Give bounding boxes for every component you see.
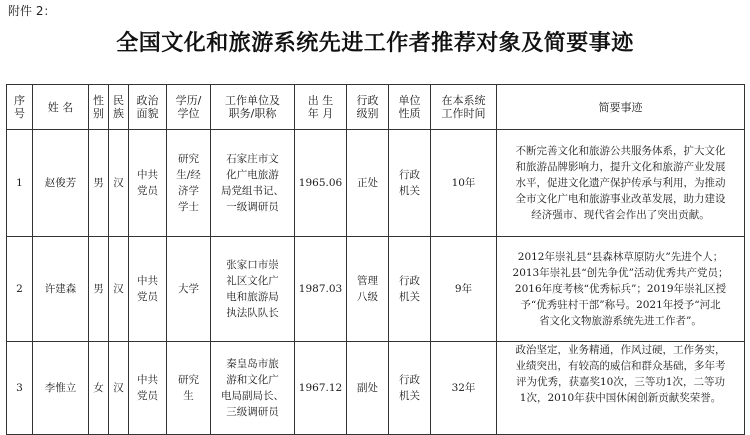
header-admin-level: 行政 级别 <box>347 85 389 130</box>
cell-ethnicity: 汉 <box>109 237 129 342</box>
cell-birth: 1965.06 <box>295 130 347 237</box>
cell-unit-nature: 行政 机关 <box>389 237 431 342</box>
cell-workplace: 张家口市崇 礼区文化广 电和旅游局 执法队队长 <box>211 237 295 342</box>
cell-admin-level: 正处 <box>347 130 389 237</box>
cell-workplace: 石家庄市文 化广电旅游 局党组书记、 一级调研员 <box>211 130 295 237</box>
header-workplace: 工作单位及 职务/职称 <box>211 85 295 130</box>
cell-deeds: 不断完善文化和旅游公共服务体系，扩大文化 和旅游品牌影响力，提升文化和旅游产业发展 水平，促进文化遗产保护传承与利用，为推动 全市文化广电和旅游事业改革发展，助力建设 经济强市、现代省会作出了突出贡献。 <box>497 130 745 237</box>
cell-gender: 女 <box>89 342 109 435</box>
cell-seq: 3 <box>7 342 33 435</box>
table-row <box>7 130 745 237</box>
cell-seq: 2 <box>7 237 33 342</box>
cell-deeds: 政治坚定，业务精通，作风过硬，工作务实， 业绩突出，有较高的威信和群众基础，多年考 评为优秀，获嘉奖10次，三等功1次，二等功 1次，2010年获中国休闲创新贡献奖荣誉。 <box>497 342 745 435</box>
header-ethnicity: 民 族 <box>109 85 129 130</box>
cell-deeds: 2012年崇礼县“县森林草原防火”先进个人； 2013年崇礼县“创先争优”活动优秀共产党员； 2016年度考核“优秀标兵”；2019年崇礼区授 予“优秀驻村干部”称号。2021年授予“河北 省文化文物旅游系统先进工作者”。 <box>497 237 745 342</box>
cell-political: 中共 党员 <box>129 237 167 342</box>
table-header-row <box>7 85 745 130</box>
header-seq: 序 号 <box>7 85 33 130</box>
header-years: 在本系统 工作时间 <box>431 85 497 130</box>
cell-name: 赵俊芳 <box>33 130 89 237</box>
cell-unit-nature: 行政 机关 <box>389 342 431 435</box>
cell-years: 10年 <box>431 130 497 237</box>
cell-political: 中共 党员 <box>129 130 167 237</box>
cell-education: 大学 <box>167 237 211 342</box>
header-deeds: 简要事迹 <box>497 85 745 130</box>
cell-years: 9年 <box>431 237 497 342</box>
header-gender: 性 别 <box>89 85 109 130</box>
recommendation-table <box>6 84 745 435</box>
table-row <box>7 237 745 342</box>
header-political: 政治 面貌 <box>129 85 167 130</box>
cell-ethnicity: 汉 <box>109 130 129 237</box>
cell-gender: 男 <box>89 237 109 342</box>
table-row <box>7 342 745 435</box>
cell-ethnicity: 汉 <box>109 342 129 435</box>
cell-gender: 男 <box>89 130 109 237</box>
cell-name: 许建森 <box>33 237 89 342</box>
page-title: 全国文化和旅游系统先进工作者推荐对象及简要事迹 <box>116 31 634 56</box>
cell-seq: 1 <box>7 130 33 237</box>
cell-workplace: 秦皇岛市旅 游和文化广 电局副局长、 三级调研员 <box>211 342 295 435</box>
cell-admin-level: 管理 八级 <box>347 237 389 342</box>
header-birth: 出 生 年 月 <box>295 85 347 130</box>
attachment-label: 附件 2： <box>8 4 56 18</box>
cell-education: 研究 生/经 济学 学士 <box>167 130 211 237</box>
cell-admin-level: 副处 <box>347 342 389 435</box>
cell-education: 研究 生 <box>167 342 211 435</box>
cell-unit-nature: 行政 机关 <box>389 130 431 237</box>
cell-birth: 1967.12 <box>295 342 347 435</box>
cell-name: 李惟立 <box>33 342 89 435</box>
header-education: 学历/ 学位 <box>167 85 211 130</box>
header-unit-nature: 单位 性质 <box>389 85 431 130</box>
cell-years: 32年 <box>431 342 497 435</box>
cell-political: 中共 党员 <box>129 342 167 435</box>
cell-birth: 1987.03 <box>295 237 347 342</box>
header-name: 姓 名 <box>33 85 89 130</box>
